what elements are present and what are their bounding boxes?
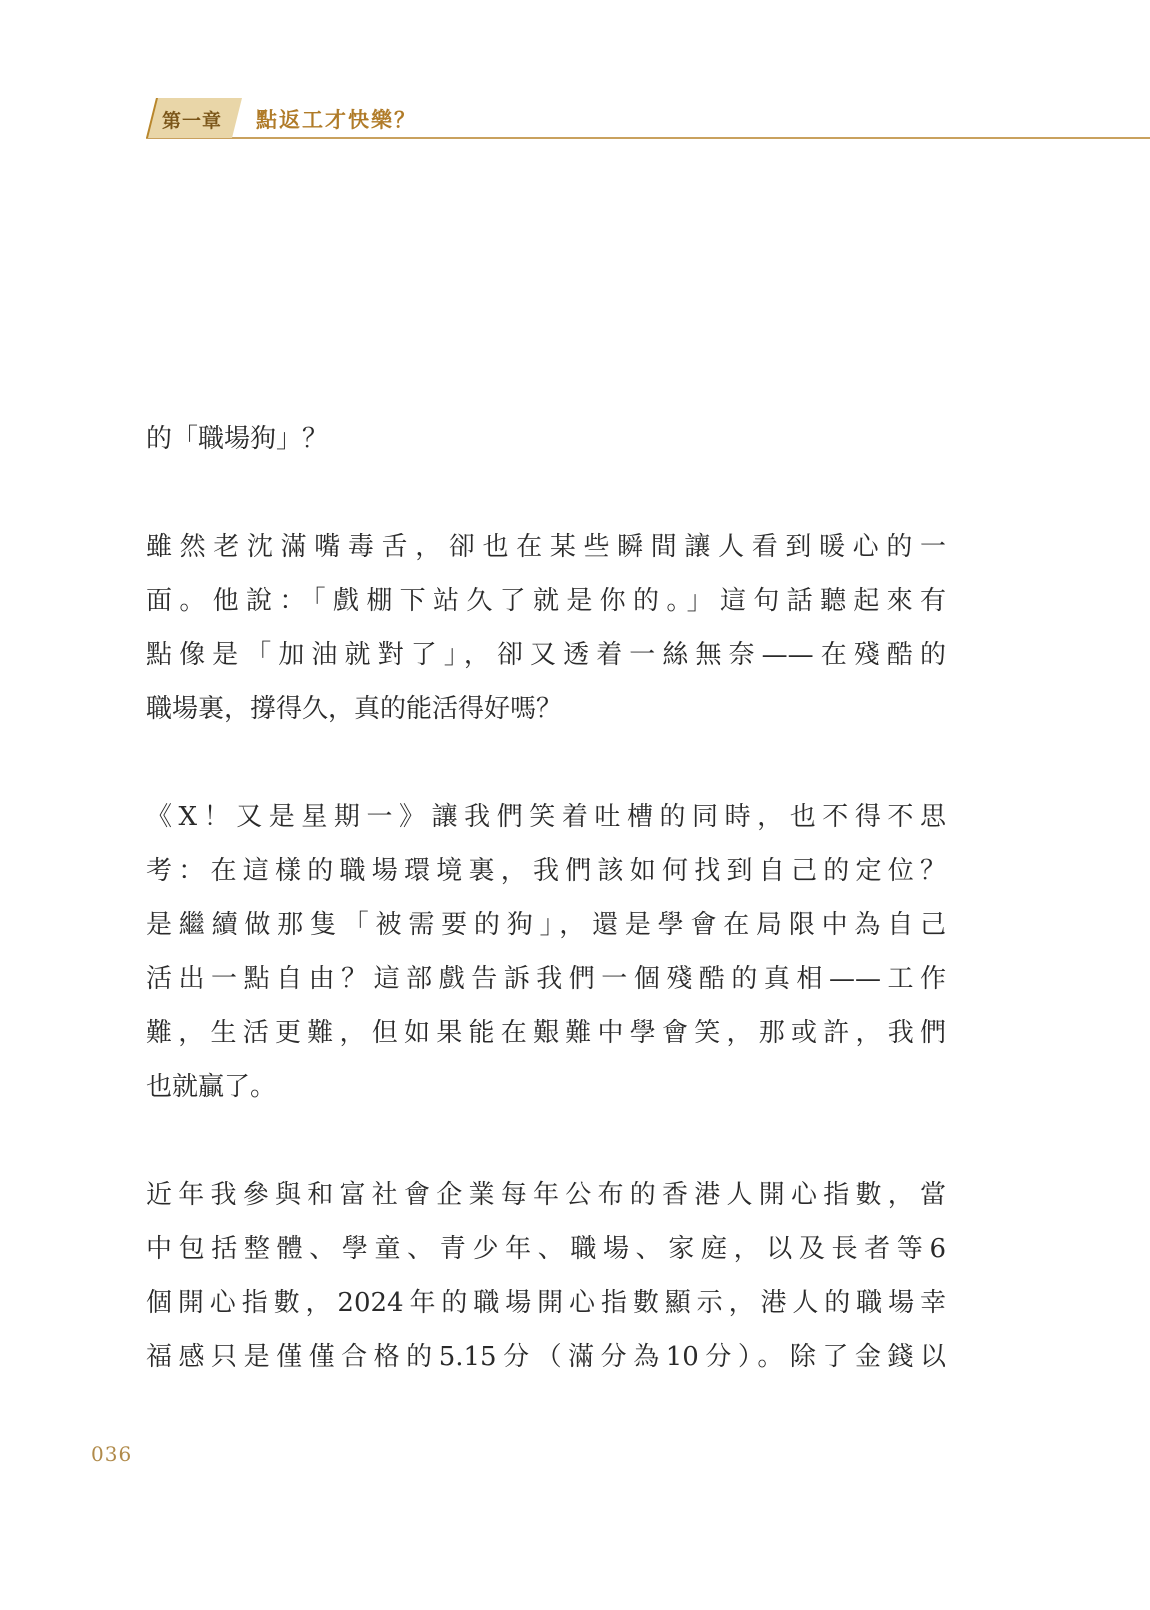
text-line: 難，生活更難，但如果能在艱難中學會笑，那或許，我們 (146, 1018, 946, 1048)
text-line: 是繼續做那隻「被需要的狗」，還是學會在局限中為自己 (146, 910, 946, 940)
text-line: 考：在這樣的職場環境裏，我們該如何找到自己的定位？ (146, 856, 946, 886)
text-line: 的「職場狗」？ (146, 424, 329, 454)
chapter-label: 第一章 (162, 110, 223, 132)
text-line: 活出一點自由？這部戲告訴我們一個殘酷的真相——工作 (146, 964, 946, 994)
header-rule (146, 137, 1150, 139)
text-line: 點像是「加油就對了」，卻又透着一絲無奈——在殘酷的 (146, 640, 946, 670)
text-line: 雖然老沈滿嘴毒舌，卻也在某些瞬間讓人看到暖心的一 (146, 532, 946, 562)
text-line: 也就贏了。 (146, 1072, 277, 1102)
chapter-header (146, 98, 1150, 140)
chapter-title: 點返工才快樂？ (256, 108, 417, 132)
text-line: 職場裏，撐得久，真的能活得好嗎？ (146, 694, 563, 724)
text-line: 中包括整體、學童、青少年、職場、家庭，以及長者等6 (146, 1234, 946, 1264)
text-line: 《X！又是星期一》讓我們笑着吐槽的同時，也不得不思 (146, 802, 946, 832)
text-line: 近年我參與和富社會企業每年公布的香港人開心指數，當 (146, 1180, 946, 1210)
text-line: 個開心指數，2024年的職場開心指數顯示，港人的職場幸 (146, 1288, 946, 1318)
page-number: 036 (91, 1442, 133, 1466)
paragraph-1 (146, 412, 946, 466)
text-line: 福感只是僅僅合格的5.15分（滿分為10分）。除了金錢以 (146, 1342, 946, 1372)
paragraph-2 (146, 520, 946, 736)
text-line: 面。他說：「戲棚下站久了就是你的。」這句話聽起來有 (146, 586, 946, 616)
paragraph-3 (146, 790, 946, 1114)
paragraph-4 (146, 1168, 946, 1384)
body-text (146, 412, 946, 1438)
